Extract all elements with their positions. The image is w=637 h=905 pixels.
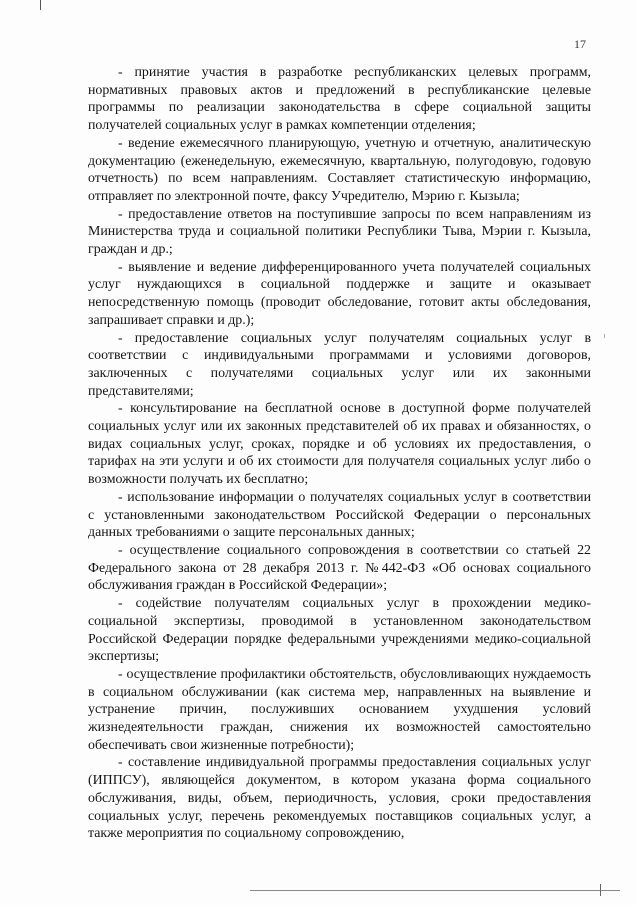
paragraph-personal-data: - использование информации о получателях социальных услуг в соответствии с установленными законодательством Российской Федерации о персональных данных требованиями о защите персональных данных; — [88, 489, 591, 541]
paragraph-program-development: - принятие участия в разработке республиканских целевых программ, нормативных правовых актов и предложений в республиканские целевые программы по реализации законодательства в сфере социальной защиты получателей социальных услуг в рамках компетенции отделения; — [88, 65, 591, 134]
scan-artifact-bottom-line — [250, 890, 620, 891]
paragraph-recipient-identification: - выявление и ведение дифференцированного учета получателей социальных услуг нуждающихся в социальной поддержке и защите и оказывает непосредственную помощь (проводит обследование, готовит акты обследования, запрашивает справки и др.); — [88, 259, 591, 328]
paragraph-prevention: - осуществление профилактики обстоятельств, обусловливающих нуждаемость в социальном обслуживании (как система мер, направленных на выявление и устранение причин, послуживших основанием ухудшения условий жизнедеятельности граждан, снижения их возможностей самостоятельно обеспечивать свои жизненные потребности); — [88, 666, 591, 753]
paragraph-inquiry-responses: - предоставление ответов на поступившие запросы по всем направлениям из Министерства труда и социальной политики Республики Тыва, Мэрии г. Кызыла, граждан и др.; — [88, 206, 591, 258]
paragraph-reporting: - ведение ежемесячного планирующую, учетную и отчетную, аналитическую документацию (еженедельную, ежемесячную, квартальную, полугодовую, годовую отчетность) по всем направлениям. Составляет статистическую информацию, отправляет по электронной почте, факсу Учредителю, Мэрию г. Кызыла; — [88, 135, 591, 204]
document-body — [88, 64, 591, 843]
paragraph-consulting: - консультирование на бесплатной основе в доступной форме получателей социальных услуг или их законных представителей об их правах и обязанностях, о видах социальных услуг, сроках, порядке и об условиях их предоставления, о тарифах на эти услуги и об их стоимости для получателя социальных услуг либо о возможности получать их бесплатно; — [88, 401, 591, 488]
paragraph-medical-expertise: - содействие получателям социальных услуг в прохождении медико-социальной экспертизы, проводимой в установленном законодательством Российской Федерации порядке федеральными учреждениями медико-социальной экспертизы; — [88, 596, 591, 665]
scan-artifact-dot — [604, 334, 605, 338]
scan-artifact-top — [40, 0, 41, 10]
page-number: 17 — [574, 37, 586, 51]
paragraph-service-provision: - предоставление социальных услуг получателям социальных услуг в соответствии с индивидуальными программами и условиями договоров, заключенных с получателями социальных услуг или их законными представителями; — [88, 330, 591, 399]
paragraph-social-support: - осуществление социального сопровождения в соответствии со статьей 22 Федерального закона от 28 декабря 2013 г. №442-ФЗ «Об основах социального обслуживания граждан в Российской Федерации»; — [88, 542, 591, 594]
paragraph-ippsu: - составление индивидуальной программы предоставления социальных услуг (ИППСУ), являющейся документом, в котором указана форма социального обслуживания, виды, объем, периодичность, условия, сроки предоставления социальных услуг, перечень рекомендуемых поставщиков социальных услуг, а также мероприятия по социальному сопровождению, — [88, 755, 591, 842]
scan-artifact-bottom-tick — [600, 884, 601, 896]
